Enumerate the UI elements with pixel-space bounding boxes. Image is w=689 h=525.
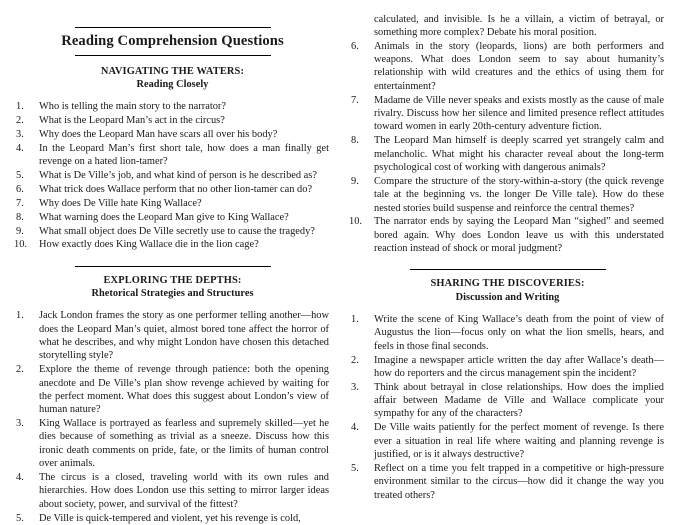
list-item-text: King Wallace is portrayed as fearless and supremely skilled—yet he dies because of something as trivial as a sneeze. Discuss how this ironic death comments on pride, fate, or the limits of human control over animals. <box>39 418 329 470</box>
list-item <box>351 381 664 421</box>
list-item-text: The Leopard Man himself is deeply scarred yet strangely calm and melancholic. What might his character reveal about the long-term psychological cost of working with dangerous animals? <box>374 135 664 173</box>
list-item-text: Why does De Ville hate King Wallace? <box>39 197 202 209</box>
list-item-number: 4. <box>16 472 24 484</box>
question-list-exploring-left <box>16 309 329 525</box>
list-item-text: Imagine a newspaper article written the day after Wallace’s death—how do reporters and the circus management spin the incident? <box>374 354 664 379</box>
list-item-number: 10. <box>349 216 362 228</box>
section-subheading-text: Reading Closely <box>136 79 209 91</box>
list-item-number: 2. <box>351 354 359 366</box>
list-item-text: What small object does De Ville secretly use to cause the tragedy? <box>39 225 315 237</box>
right-column <box>351 10 664 502</box>
section-rule-exploring <box>75 266 271 267</box>
list-item-text: Explore the theme of revenge through patience: both the opening anecdote and De Ville’s plan show revenge achieved by waiting for the perfect moment. What does this suggest about London’s view of human nature? <box>39 364 329 416</box>
list-item <box>16 197 329 210</box>
list-item-text: Compare the structure of the story-within-a-story (the quick revenge tale at the beginning vs. the longer De Ville tale). How do these nested stories build suspense and reinforce the central themes? <box>374 175 664 214</box>
section-heading-sharing <box>351 277 664 303</box>
list-item-number: 4. <box>16 142 24 154</box>
section-heading-exploring <box>16 274 329 300</box>
continued-paragraph-item5: calculated, and invisible. Is he a villain, a victim of betrayal, or something more complex? Debate his moral position. <box>374 14 664 39</box>
section-subheading-text: Rhetorical Strategies and Structures <box>91 288 254 300</box>
list-item-text: Who is telling the main story to the narrator? <box>39 101 226 113</box>
list-item <box>16 417 329 470</box>
list-item-number: 1. <box>16 310 24 322</box>
section-subheading-text: Discussion and Writing <box>455 291 560 303</box>
list-item <box>16 512 329 525</box>
list-item-text: De Ville waits patiently for the perfect moment of revenge. Is there ever a situation in real life where waiting and planning revenge is justified, or is it always destructive? <box>374 422 664 461</box>
title-rule-bottom <box>75 55 271 56</box>
list-item-text: Think about betrayal in close relationships. How does the implied affair between Madame de Ville and Wallace complicate your sympathy for any of the characters? <box>374 381 664 420</box>
list-item <box>16 363 329 416</box>
list-item <box>351 175 664 215</box>
list-item <box>351 215 664 255</box>
list-item <box>16 309 329 362</box>
section-heading-text: EXPLORING THE DEPTHS: <box>103 274 242 286</box>
list-item-number: 5. <box>351 462 359 474</box>
list-item-text: Jack London frames the story as one performer telling another—how does the Leopard Man’s quiet, almost bored tone affect the horror of what he describes, and why might London have chosen this detached storytelling style? <box>39 310 329 362</box>
list-item-number: 1. <box>351 313 359 325</box>
list-item-text: De Ville is quick-tempered and violent, yet his revenge is cold, <box>39 512 301 524</box>
list-item <box>351 134 664 174</box>
list-item-text: What trick does Wallace perform that no other lion-tamer can do? <box>39 183 313 195</box>
list-item-text: What warning does the Leopard Man give to King Wallace? <box>39 211 289 223</box>
page-title: Reading Comprehension Questions <box>61 33 284 49</box>
list-item <box>16 211 329 224</box>
list-item-text: Reflect on a time you felt trapped in a competitive or high-pressure environment similar to the circus—how did it change the way you treated others? <box>374 462 664 501</box>
list-item-text: What is De Ville’s job, and what kind of person is he described as? <box>39 170 317 182</box>
title-block <box>16 27 329 56</box>
list-item <box>351 462 664 502</box>
list-item-number: 2. <box>16 364 24 376</box>
list-item <box>16 100 329 113</box>
list-item-number: 3. <box>16 418 24 430</box>
section-rule-sharing <box>410 269 606 270</box>
list-item-text: Write the scene of King Wallace’s death from the point of view of Augustus the lion—focus only on what the lion smells, hears, and feels in those final seconds. <box>374 313 664 352</box>
list-item-number: 5. <box>16 512 24 524</box>
list-item <box>351 354 664 381</box>
list-item-number: 7. <box>351 94 359 106</box>
list-item-text: The narrator ends by saying the Leopard Man “sighed” and seemed bored again. Why does London leave us with this understated reaction instead of shock or moral judgment? <box>374 216 664 255</box>
section-heading-navigating <box>16 65 329 91</box>
list-item-number: 8. <box>351 135 359 147</box>
list-item-text: In the Leopard Man’s first short tale, how does a man finally get revenge on a hated lion-tamer? <box>39 142 329 168</box>
list-item-number: 3. <box>351 381 359 393</box>
list-item <box>16 471 329 511</box>
list-item <box>16 142 329 169</box>
list-item-number: 6. <box>351 40 359 52</box>
list-item-text: The circus is a closed, traveling world with its own rules and hierarchies. How does London use this setting to mirror larger ideas about society, power, and survival of the fittest? <box>39 472 329 510</box>
two-column-layout <box>14 10 673 524</box>
list-item <box>16 114 329 127</box>
list-item <box>351 40 664 93</box>
list-item-text: What is the Leopard Man’s act in the circus? <box>39 115 225 127</box>
title-rule-top <box>75 27 271 28</box>
list-item <box>16 169 329 182</box>
list-item-number: 9. <box>351 175 359 187</box>
list-item <box>16 225 329 238</box>
list-item-number: 8. <box>16 211 24 223</box>
list-item-number: 7. <box>16 197 24 209</box>
list-item-number: 5. <box>16 170 24 182</box>
list-item <box>16 128 329 141</box>
list-item-text: Madame de Ville never speaks and exists mostly as the cause of male rivalry. Discuss how her silence and limited presence reflect attitudes toward women in early 20th-century adventure fiction. <box>374 94 664 133</box>
list-item-number: 10. <box>14 239 27 251</box>
list-item-text: Animals in the story (leopards, lions) are both performers and weapons. What does London seem to say about humanity’s relationship with wild creatures and the ethics of using them for entertainment? <box>374 40 664 92</box>
list-item-number: 6. <box>16 183 24 195</box>
question-list-exploring-right <box>351 40 664 256</box>
list-item <box>16 238 329 251</box>
list-item-number: 3. <box>16 128 24 140</box>
list-item-number: 2. <box>16 115 24 127</box>
question-list-navigating <box>16 100 329 251</box>
question-list-sharing <box>351 313 664 502</box>
list-item-number: 4. <box>351 422 359 434</box>
list-item-text: How exactly does King Wallace die in the lion cage? <box>39 239 259 251</box>
list-item <box>351 313 664 353</box>
section-heading-text: NAVIGATING THE WATERS: <box>100 65 245 77</box>
list-item-number: 9. <box>16 225 24 237</box>
list-item-number: 1. <box>16 101 24 113</box>
list-item-text: Why does the Leopard Man have scars all over his body? <box>39 128 278 140</box>
list-item <box>351 421 664 461</box>
list-item <box>351 94 664 134</box>
section-heading-text: SHARING THE DISCOVERIES: <box>430 278 585 290</box>
list-item <box>16 183 329 196</box>
left-column <box>16 10 329 525</box>
